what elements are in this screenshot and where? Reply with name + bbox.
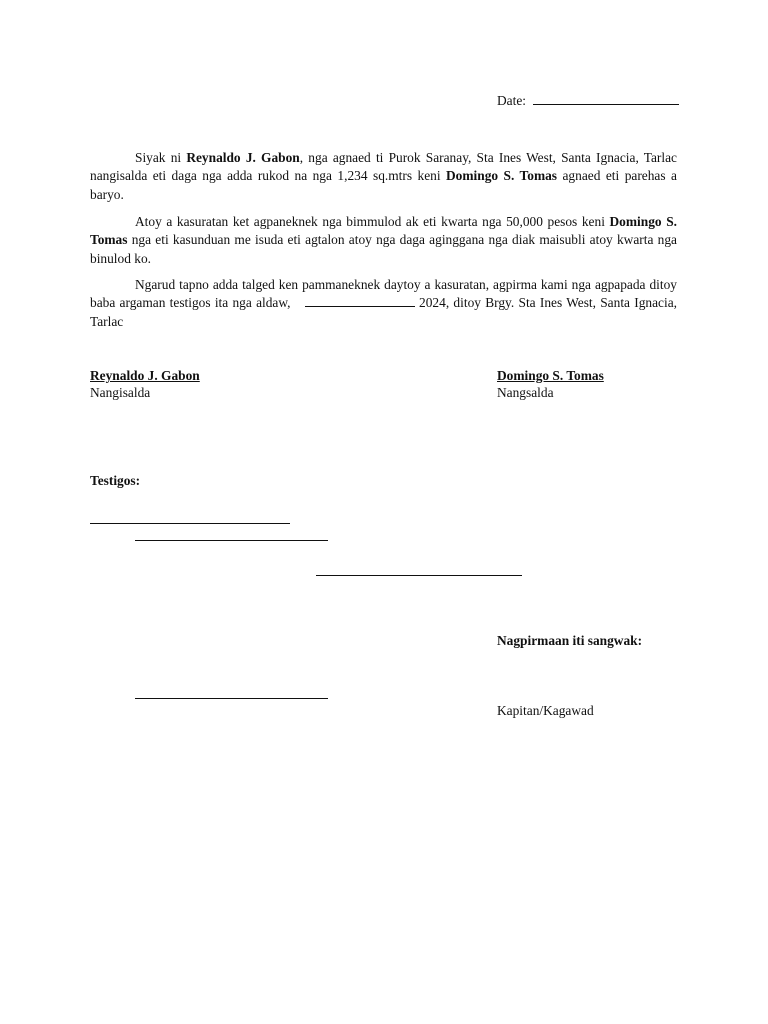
p3-text-b: 2024, ditoy Brgy. Sta Ines West, Santa Ignacia, Tarlac bbox=[90, 295, 677, 329]
p2-text-b: nga eti kasunduan me isuda eti agtalon atoy nga daga aginggana nga diak maisubli atoy kwarta nga binulod ko. bbox=[90, 232, 677, 266]
witnesses-heading: Testigos: bbox=[90, 473, 141, 488]
attestation-role: Kapitan/Kagawad bbox=[497, 703, 594, 718]
p3-text-a: Ngarud tapno adda talged ken pammaneknek daytoy a kasuratan, agpirma kami nga agpapada ditoy baba argaman testigos ita nga aldaw, bbox=[90, 277, 677, 311]
p1-text-c: agnaed eti parehas a baryo. bbox=[90, 168, 677, 202]
signatory-left-name: Reynaldo J. Gabon bbox=[90, 368, 200, 383]
p2-text-a: Atoy a kasuratan ket agpaneknek nga bimmulod ak eti kwarta nga 50,000 pesos keni bbox=[135, 214, 610, 229]
day-blank bbox=[305, 305, 415, 307]
signatory-right-name: Domingo S. Tomas bbox=[497, 368, 604, 383]
p1-text-b: , nga agnaed ti Purok Saranay, Sta Ines West, Santa Ignacia, Tarlac nangisalda eti daga nga adda rukod na nga 1,234 sq.mtrs keni bbox=[90, 150, 677, 184]
witness-line-1 bbox=[90, 523, 290, 524]
p2-name-buyer: Domingo S. Tomas bbox=[90, 214, 677, 248]
date-field bbox=[497, 93, 679, 109]
p1-name-seller: Reynaldo J. Gabon bbox=[186, 150, 300, 165]
attestation-heading: Nagpirmaan iti sangwak: bbox=[497, 633, 643, 648]
date-blank bbox=[533, 103, 679, 105]
signatory-left-role: Nangisalda bbox=[90, 385, 151, 400]
paragraph-2 bbox=[90, 213, 677, 268]
witness-line-2 bbox=[135, 540, 328, 541]
witness-line-4 bbox=[135, 698, 328, 699]
date-label: Date: bbox=[497, 93, 526, 108]
paragraph-3 bbox=[90, 276, 677, 331]
signatory-right-role: Nangsalda bbox=[497, 385, 554, 400]
paragraph-1 bbox=[90, 149, 677, 204]
p1-text-a: Siyak ni bbox=[135, 150, 187, 165]
p1-name-buyer: Domingo S. Tomas bbox=[446, 168, 558, 184]
witness-line-3 bbox=[316, 575, 522, 576]
